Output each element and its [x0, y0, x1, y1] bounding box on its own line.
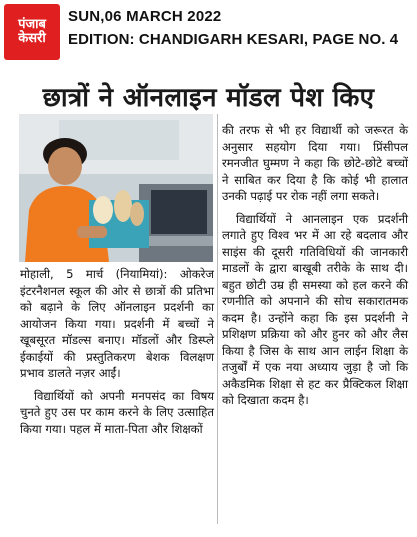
article-photo — [19, 114, 213, 262]
paragraph: विद्यार्थियों ने आनलाइन एक प्रदर्शनी लगाते हुए विश्व भर में आ रहे बदलाव और साइंस की दूसरी गतिविधियों की जानकारी माडलों के द्वारा बाखूबी तरीके के साथ दी। बहुत छोटी उम्र ही समस्या को हल करने की रणनीति को अपनाने की सोच सकारातमक कदम है। उन्होंने कहा कि इस प्रदर्शनी ने प्रशिक्षण प्रक्रिया को और हुनर को और लैस किया है जिस के साथ आन लाईन शिक्षा के तजुर्बों में एक नया अध्याय जुड़ा है जो कि अकैडमिक शिक्षा से हट कर प्रैक्टिकल शिक्षा को दिखाता कदम है। — [222, 211, 408, 407]
paragraph: की तरफ से भी हर विद्यार्थी को जरूरत के अनुसार सहयोग दिया गया। प्रिंसीपल रमनजीत घुम्मण ने कहा कि छोटे-छोटे बच्चों ने साबित कर दिया है कि कोई भी हालात उनकी पढ़ाई पर रोक नहीं लगा सकते। — [222, 123, 408, 203]
issue-date: SUN,06 MARCH 2022 — [68, 8, 222, 25]
edition-info: EDITION: CHANDIGARH KESARI, PAGE NO. 4 — [68, 31, 399, 48]
newspaper-logo — [4, 4, 60, 60]
paragraph: विद्यार्थियों को अपनी मनपसंद का विषय चुनते हुए उस पर काम करने के लिए उत्साहित किया गया। पहल में माता-पिता और शिक्षकों — [20, 388, 214, 436]
photo-student-with-model — [19, 114, 213, 262]
edition-meta — [68, 8, 398, 48]
paragraph-dateline: मोहाली, 5 मार्च (नियामियां): ओकरेज इंटरनैशनल स्कूल की ओर से छात्रों की प्रतिभा को बढ़ाने के लिए ऑनलाइन प्रदर्शनी का आयोजन किया गया। प्रदर्शनी में बच्चों ने खूबसूरत मॉडल्स बनाए। मॉडलों और डिस्प्ले ईकाईयों की प्रस्तुतिकरण बेशक विलक्षण प्रभाव डालते नज़र आईं। — [20, 267, 214, 380]
logo-line-2: केसरी — [18, 31, 46, 46]
article-headline: छात्रों ने ऑनलाइन मॉडल पेश किए — [42, 83, 375, 113]
masthead — [0, 0, 417, 64]
article-column-left — [20, 266, 214, 443]
logo-line-1: पंजाब — [18, 17, 46, 33]
column-divider — [217, 114, 218, 524]
article-column-right — [222, 122, 408, 415]
